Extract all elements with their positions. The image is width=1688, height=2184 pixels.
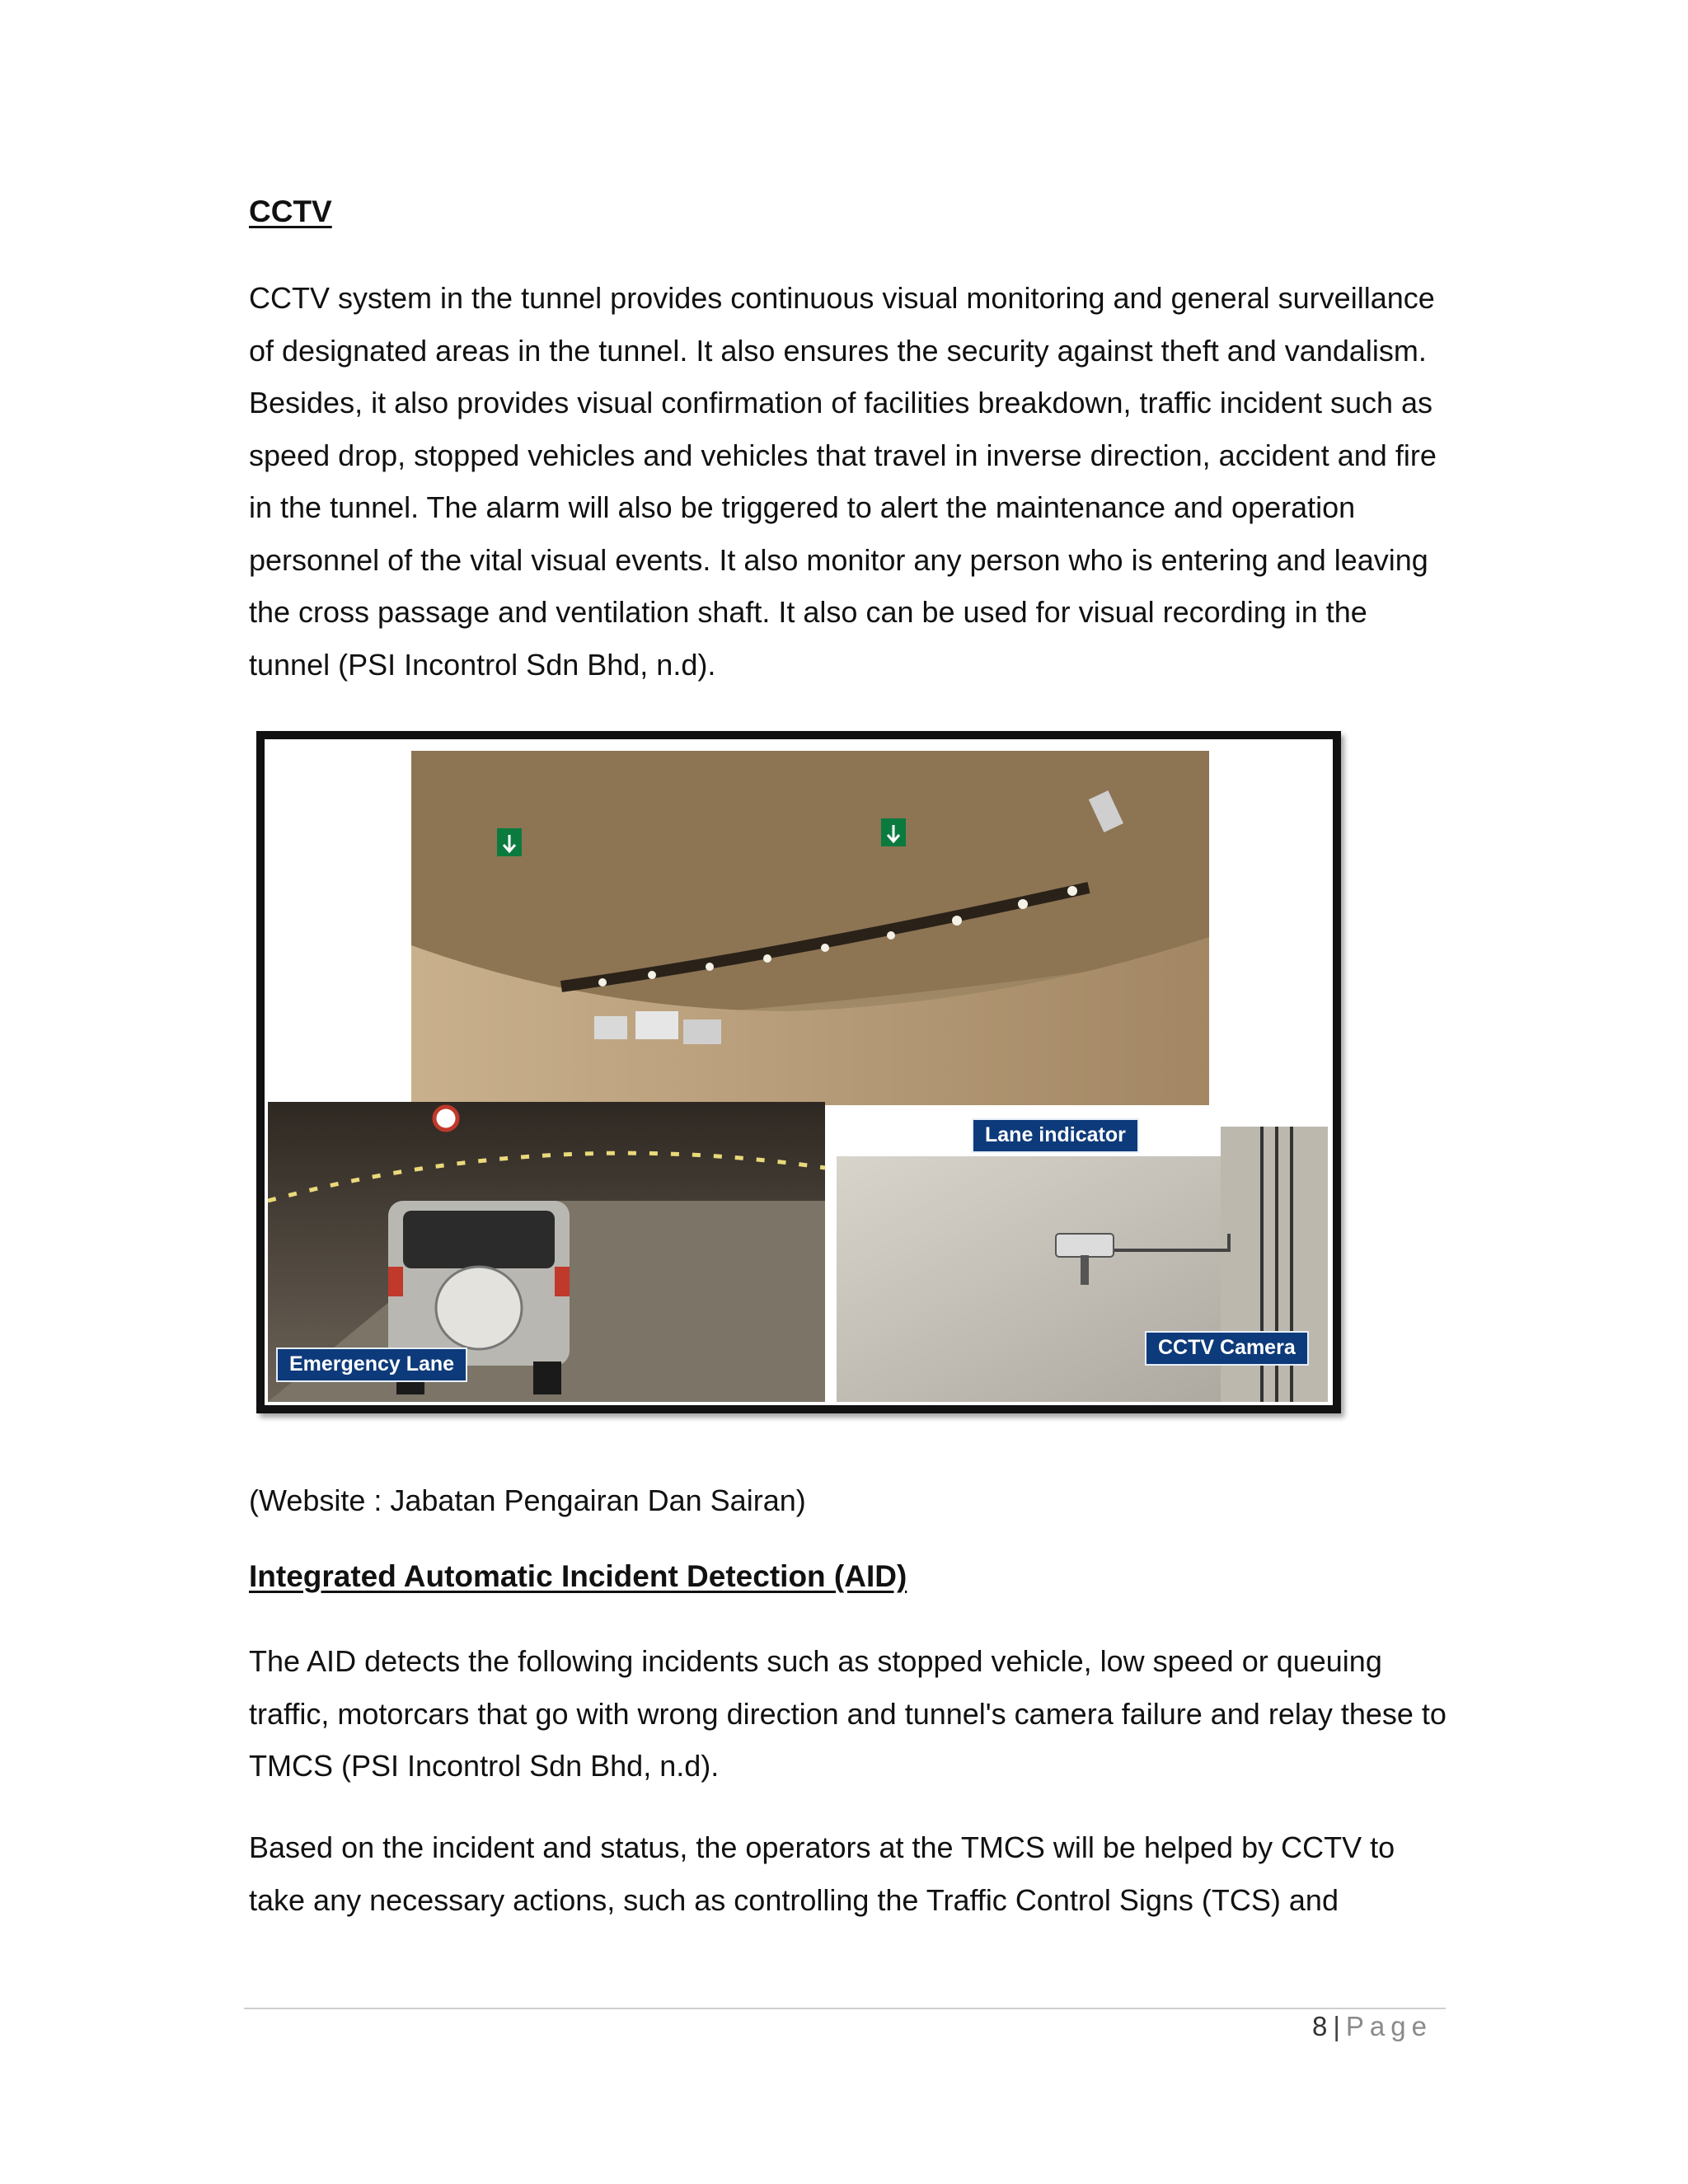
footer-separator: | [1333, 2011, 1341, 2041]
aid-heading: Integrated Automatic Incident Detection (AID) [249, 1559, 907, 1593]
main-tunnel-photo [411, 751, 1333, 1105]
aid-paragraph-1: The AID detects the following incidents such as stopped vehicle, low speed or queuing traffic, motorcars that go with wrong direction and tunnel's camera failure and relay these to TMCS (PSI Incontrol Sdn Bhd, n.d). [249, 1644, 1447, 1783]
emergency-lane-label: Emergency Lane [276, 1347, 467, 1382]
page-word: Page [1345, 2011, 1432, 2041]
page-number: 8 [1311, 2011, 1329, 2041]
page-footer [1312, 2011, 1432, 2042]
cctv-paragraph: CCTV system in the tunnel provides continuous visual monitoring and general surveillance of designated areas in the tunnel. It also ensures the security against theft and vandalism. Besides, it also provides visual confirmation of facilities breakdown, traffic incident such as speed drop, stopped vehicles and vehicles that travel in inverse direction, accident and fire in the tunnel. The alarm will also be triggered to alert the maintenance and operation personnel of the vital visual events. It also monitor any person who is entering and leaving the cross passage and ventilation shaft. It also can be used for visual recording in the tunnel (PSI Incontrol Sdn Bhd, n.d). [249, 281, 1437, 682]
tunnel-photo-collage [265, 739, 1333, 1405]
aid-paragraph-2: Based on the incident and status, the operators at the TMCS will be helped by CCTV to take any necessary actions, such as controlling the Traffic Control Signs (TCS) and [249, 1830, 1395, 1917]
cctv-camera-label: CCTV Camera [1145, 1331, 1309, 1366]
cctv-heading: CCTV [249, 194, 332, 228]
lane-indicator-label: Lane indicator [972, 1118, 1139, 1153]
tunnel-photo-figure [256, 731, 1341, 1413]
figure-caption: (Website : Jabatan Pengairan Dan Sairan) [249, 1483, 806, 1517]
footer-divider [244, 2008, 1446, 2009]
